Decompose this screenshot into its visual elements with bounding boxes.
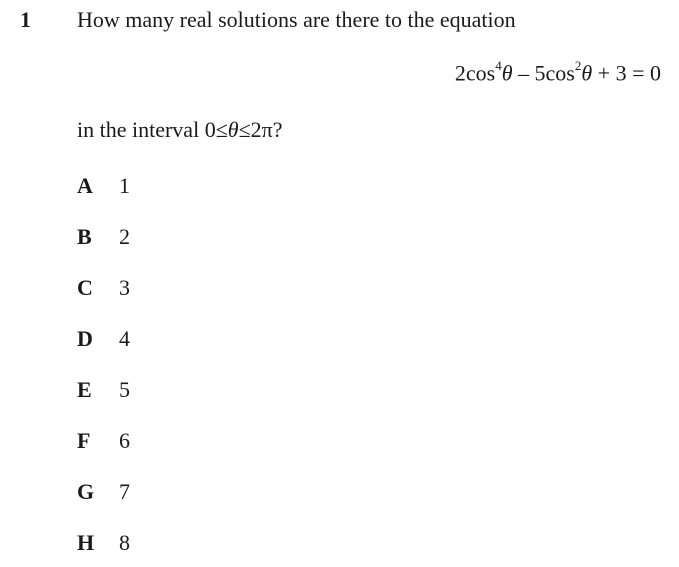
interval-text	[77, 117, 283, 143]
equation-var2: θ	[581, 60, 593, 86]
equation-equals: =	[632, 60, 645, 86]
option-letter: F	[77, 428, 91, 453]
equation-func2: cos	[545, 60, 575, 86]
option-value: 6	[119, 428, 130, 453]
option-value: 5	[119, 377, 130, 402]
option-c[interactable]	[77, 275, 130, 301]
equation-op2: +	[597, 60, 611, 86]
interval-suffix: ?	[272, 117, 283, 142]
question-number: 1	[20, 7, 31, 32]
equation-func1: cos	[465, 60, 496, 86]
equation-exp2: 2	[574, 58, 582, 73]
option-letter: E	[77, 377, 92, 402]
option-letter: B	[77, 224, 92, 249]
option-letter: A	[77, 173, 93, 198]
equation-const: 3	[615, 60, 627, 86]
equation-exp1: 4	[495, 58, 502, 73]
equation	[455, 60, 661, 86]
equation-coef2: 5	[534, 60, 546, 86]
option-a[interactable]	[77, 173, 130, 199]
interval-le1: ≤	[215, 117, 228, 142]
interval-upper: 2π	[250, 117, 273, 142]
option-b[interactable]	[77, 224, 130, 250]
option-letter: D	[77, 326, 93, 351]
interval-prefix: in the interval	[77, 117, 200, 142]
option-d[interactable]	[77, 326, 130, 352]
question-stem: How many real solutions are there to the equation	[77, 7, 516, 32]
option-value: 8	[119, 530, 130, 555]
option-f[interactable]	[77, 428, 130, 454]
equation-coef1: 2	[454, 60, 466, 86]
equation-rhs: 0	[650, 60, 661, 86]
option-letter: G	[77, 479, 95, 504]
equation-op1: –	[518, 60, 530, 86]
option-e[interactable]	[77, 377, 130, 403]
interval-var: θ	[227, 117, 239, 142]
option-h[interactable]	[77, 530, 130, 556]
option-value: 7	[119, 479, 130, 504]
equation-var1: θ	[501, 60, 513, 86]
option-value: 1	[119, 173, 130, 198]
option-value: 2	[119, 224, 130, 249]
option-value: 4	[119, 326, 130, 351]
interval-le2: ≤	[238, 117, 251, 142]
option-letter: H	[77, 530, 95, 555]
interval-lower: 0	[204, 117, 216, 142]
option-g[interactable]	[77, 479, 130, 505]
option-value: 3	[119, 275, 130, 300]
option-letter: C	[77, 275, 93, 300]
